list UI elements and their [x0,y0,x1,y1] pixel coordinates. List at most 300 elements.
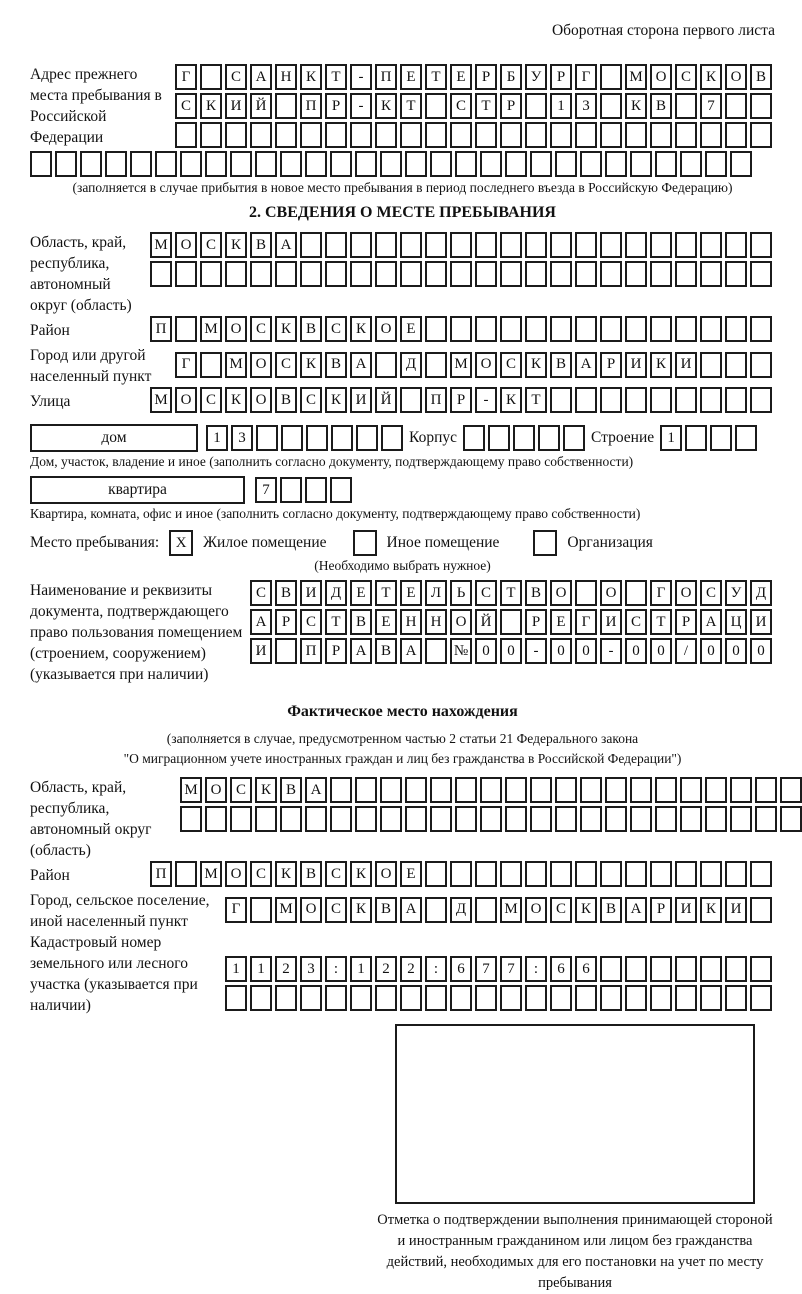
char-cell[interactable] [550,261,572,287]
char-cell[interactable]: О [650,64,672,90]
char-cell[interactable] [455,777,477,803]
char-cell[interactable] [225,985,247,1011]
char-cell[interactable] [425,861,447,887]
char-cell[interactable] [780,806,802,832]
char-cell[interactable]: И [600,609,622,635]
char-cell[interactable] [350,122,372,148]
char-cell[interactable]: Е [400,861,422,887]
char-cell[interactable] [355,777,377,803]
char-cell[interactable] [375,352,397,378]
char-cell[interactable] [605,777,627,803]
char-cell[interactable]: Р [450,387,472,413]
char-cell[interactable] [480,777,502,803]
char-cell[interactable]: И [725,897,747,923]
char-cell[interactable]: - [475,387,497,413]
char-cell[interactable] [200,261,222,287]
char-cell[interactable]: О [175,232,197,258]
char-cell[interactable]: И [250,638,272,664]
char-cell[interactable]: Д [450,897,472,923]
char-cell[interactable]: 1 [250,956,272,982]
char-cell[interactable]: Т [325,64,347,90]
char-cell[interactable] [700,956,722,982]
char-cell[interactable] [700,387,722,413]
char-cell[interactable] [575,861,597,887]
char-cell[interactable]: К [300,352,322,378]
char-cell[interactable] [650,861,672,887]
char-cell[interactable]: 0 [500,638,522,664]
char-cell[interactable] [525,232,547,258]
char-cell[interactable] [331,425,353,451]
char-cell[interactable] [555,151,577,177]
char-cell[interactable] [505,151,527,177]
char-cell[interactable] [425,261,447,287]
char-cell[interactable] [530,777,552,803]
char-cell[interactable] [625,232,647,258]
char-cell[interactable] [725,316,747,342]
char-cell[interactable] [230,806,252,832]
char-cell[interactable] [680,151,702,177]
char-cell[interactable] [750,232,772,258]
char-cell[interactable]: 3 [575,93,597,119]
char-cell[interactable]: А [250,609,272,635]
char-cell[interactable] [500,122,522,148]
char-cell[interactable] [350,261,372,287]
char-cell[interactable] [580,806,602,832]
char-cell[interactable]: В [600,897,622,923]
char-cell[interactable]: - [525,638,547,664]
char-cell[interactable]: С [500,352,522,378]
char-cell[interactable]: А [625,897,647,923]
char-cell[interactable] [675,861,697,887]
char-cell[interactable]: О [450,609,472,635]
char-cell[interactable] [600,232,622,258]
char-cell[interactable] [281,425,303,451]
char-cell[interactable]: К [225,387,247,413]
char-cell[interactable] [625,316,647,342]
char-cell[interactable]: Г [650,580,672,606]
char-cell[interactable]: С [325,861,347,887]
char-cell[interactable]: М [200,861,222,887]
char-cell[interactable] [375,985,397,1011]
char-cell[interactable] [600,64,622,90]
char-cell[interactable]: Й [250,93,272,119]
char-cell[interactable] [450,232,472,258]
char-cell[interactable] [725,93,747,119]
char-cell[interactable]: С [230,777,252,803]
char-cell[interactable]: К [200,93,222,119]
char-cell[interactable]: Н [425,609,447,635]
char-cell[interactable]: 0 [475,638,497,664]
char-cell[interactable] [650,387,672,413]
char-cell[interactable]: Е [450,64,472,90]
char-cell[interactable] [130,151,152,177]
char-cell[interactable]: Т [425,64,447,90]
char-cell[interactable]: 7 [500,956,522,982]
char-cell[interactable] [450,261,472,287]
char-cell[interactable]: В [275,580,297,606]
char-cell[interactable] [525,261,547,287]
char-cell[interactable] [710,425,732,451]
char-cell[interactable]: С [700,580,722,606]
char-cell[interactable]: Р [525,609,547,635]
char-cell[interactable]: К [375,93,397,119]
char-cell[interactable] [575,387,597,413]
char-cell[interactable]: Г [575,609,597,635]
char-cell[interactable] [155,151,177,177]
char-cell[interactable] [175,261,197,287]
char-cell[interactable]: В [375,638,397,664]
char-cell[interactable]: - [350,64,372,90]
char-cell[interactable]: В [525,580,547,606]
char-cell[interactable] [600,261,622,287]
char-cell[interactable]: В [280,777,302,803]
char-cell[interactable] [381,425,403,451]
char-cell[interactable]: К [225,232,247,258]
char-cell[interactable] [305,151,327,177]
char-cell[interactable] [555,806,577,832]
char-cell[interactable] [555,777,577,803]
char-cell[interactable] [150,261,172,287]
char-cell[interactable] [400,232,422,258]
char-cell[interactable] [725,956,747,982]
char-cell[interactable] [425,122,447,148]
char-cell[interactable]: В [300,316,322,342]
char-cell[interactable] [600,316,622,342]
char-cell[interactable] [330,777,352,803]
char-cell[interactable]: А [350,638,372,664]
char-cell[interactable]: С [325,316,347,342]
char-cell[interactable]: Р [325,93,347,119]
char-cell[interactable]: К [700,897,722,923]
char-cell[interactable] [675,956,697,982]
char-cell[interactable] [200,64,222,90]
char-cell[interactable] [250,261,272,287]
char-cell[interactable]: К [275,316,297,342]
char-cell[interactable] [600,387,622,413]
char-cell[interactable]: - [600,638,622,664]
char-cell[interactable] [563,425,585,451]
char-cell[interactable] [500,232,522,258]
char-cell[interactable] [605,151,627,177]
char-cell[interactable]: К [350,316,372,342]
char-cell[interactable]: В [325,352,347,378]
char-cell[interactable] [475,861,497,887]
stay-type-checkbox-residential[interactable]: X [169,530,193,556]
char-cell[interactable]: О [600,580,622,606]
char-cell[interactable]: № [450,638,472,664]
char-cell[interactable] [730,777,752,803]
char-cell[interactable]: 0 [650,638,672,664]
char-cell[interactable] [705,151,727,177]
char-cell[interactable]: Н [400,609,422,635]
char-cell[interactable]: И [225,93,247,119]
char-cell[interactable]: П [300,638,322,664]
char-cell[interactable] [725,261,747,287]
char-cell[interactable]: С [275,352,297,378]
char-cell[interactable] [475,232,497,258]
char-cell[interactable]: С [325,897,347,923]
char-cell[interactable] [600,956,622,982]
char-cell[interactable] [180,806,202,832]
char-cell[interactable]: Д [750,580,772,606]
char-cell[interactable] [650,316,672,342]
char-cell[interactable] [275,122,297,148]
char-cell[interactable] [400,985,422,1011]
char-cell[interactable] [600,985,622,1011]
char-cell[interactable] [400,122,422,148]
char-cell[interactable]: Й [375,387,397,413]
char-cell[interactable] [675,316,697,342]
char-cell[interactable]: 0 [700,638,722,664]
char-cell[interactable]: М [200,316,222,342]
char-cell[interactable]: 6 [550,956,572,982]
char-cell[interactable] [250,122,272,148]
char-cell[interactable] [650,261,672,287]
char-cell[interactable]: А [575,352,597,378]
char-cell[interactable] [350,985,372,1011]
char-cell[interactable] [325,232,347,258]
char-cell[interactable] [375,122,397,148]
char-cell[interactable]: С [250,580,272,606]
char-cell[interactable]: С [175,93,197,119]
char-cell[interactable]: / [675,638,697,664]
char-cell[interactable] [306,425,328,451]
char-cell[interactable] [750,93,772,119]
char-cell[interactable]: : [325,956,347,982]
char-cell[interactable] [605,806,627,832]
char-cell[interactable] [355,806,377,832]
char-cell[interactable] [488,425,510,451]
char-cell[interactable] [730,151,752,177]
char-cell[interactable] [380,777,402,803]
char-cell[interactable]: П [150,316,172,342]
char-cell[interactable]: 3 [300,956,322,982]
char-cell[interactable] [705,777,727,803]
char-cell[interactable] [475,897,497,923]
char-cell[interactable]: С [550,897,572,923]
char-cell[interactable] [405,806,427,832]
char-cell[interactable] [180,151,202,177]
char-cell[interactable]: Л [425,580,447,606]
char-cell[interactable]: Т [525,387,547,413]
char-cell[interactable]: О [725,64,747,90]
char-cell[interactable] [725,122,747,148]
char-cell[interactable] [200,352,222,378]
char-cell[interactable]: Р [650,897,672,923]
char-cell[interactable] [655,777,677,803]
char-cell[interactable] [675,387,697,413]
char-cell[interactable]: В [275,387,297,413]
char-cell[interactable] [680,777,702,803]
char-cell[interactable]: 0 [750,638,772,664]
char-cell[interactable] [675,122,697,148]
char-cell[interactable] [105,151,127,177]
char-cell[interactable] [725,985,747,1011]
char-cell[interactable]: П [150,861,172,887]
char-cell[interactable]: К [500,387,522,413]
char-cell[interactable]: А [305,777,327,803]
char-cell[interactable]: К [350,861,372,887]
char-cell[interactable] [650,122,672,148]
char-cell[interactable]: С [300,387,322,413]
char-cell[interactable]: 3 [231,425,253,451]
char-cell[interactable]: 0 [575,638,597,664]
char-cell[interactable]: : [525,956,547,982]
char-cell[interactable]: О [375,316,397,342]
char-cell[interactable] [375,232,397,258]
char-cell[interactable]: О [250,387,272,413]
char-cell[interactable] [580,777,602,803]
char-cell[interactable]: М [500,897,522,923]
char-cell[interactable] [480,151,502,177]
char-cell[interactable] [750,352,772,378]
char-cell[interactable]: М [180,777,202,803]
char-cell[interactable]: Е [550,609,572,635]
char-cell[interactable] [725,352,747,378]
char-cell[interactable] [525,93,547,119]
char-cell[interactable] [80,151,102,177]
char-cell[interactable] [725,861,747,887]
char-cell[interactable]: К [525,352,547,378]
char-cell[interactable]: Т [475,93,497,119]
char-cell[interactable] [580,151,602,177]
char-cell[interactable]: К [300,64,322,90]
char-cell[interactable] [275,93,297,119]
char-cell[interactable] [300,232,322,258]
char-cell[interactable]: И [625,352,647,378]
char-cell[interactable] [675,261,697,287]
char-cell[interactable] [630,777,652,803]
char-cell[interactable]: Т [500,580,522,606]
char-cell[interactable]: М [150,387,172,413]
char-cell[interactable] [755,806,777,832]
char-cell[interactable]: К [255,777,277,803]
char-cell[interactable]: Б [500,64,522,90]
char-cell[interactable] [250,897,272,923]
char-cell[interactable] [750,985,772,1011]
char-cell[interactable] [280,151,302,177]
char-cell[interactable] [55,151,77,177]
char-cell[interactable] [625,861,647,887]
char-cell[interactable] [480,806,502,832]
char-cell[interactable]: Й [475,609,497,635]
char-cell[interactable] [275,985,297,1011]
char-cell[interactable] [630,151,652,177]
char-cell[interactable] [780,777,802,803]
char-cell[interactable] [750,956,772,982]
char-cell[interactable]: Д [325,580,347,606]
char-cell[interactable] [450,861,472,887]
char-cell[interactable]: О [525,897,547,923]
char-cell[interactable] [330,151,352,177]
stay-type-checkbox-other[interactable] [353,530,377,556]
char-cell[interactable] [175,316,197,342]
char-cell[interactable]: О [375,861,397,887]
char-cell[interactable]: 2 [400,956,422,982]
char-cell[interactable] [700,985,722,1011]
char-cell[interactable] [525,316,547,342]
char-cell[interactable]: К [650,352,672,378]
char-cell[interactable]: 7 [255,477,277,503]
char-cell[interactable]: М [225,352,247,378]
char-cell[interactable] [463,425,485,451]
char-cell[interactable]: П [375,64,397,90]
char-cell[interactable]: 2 [375,956,397,982]
char-cell[interactable] [475,316,497,342]
char-cell[interactable] [500,609,522,635]
char-cell[interactable] [450,122,472,148]
char-cell[interactable] [700,261,722,287]
char-cell[interactable]: В [375,897,397,923]
char-cell[interactable] [650,232,672,258]
char-cell[interactable]: А [400,897,422,923]
char-cell[interactable] [425,638,447,664]
char-cell[interactable]: О [475,352,497,378]
char-cell[interactable]: Г [175,352,197,378]
char-cell[interactable]: Т [375,580,397,606]
char-cell[interactable]: Р [325,638,347,664]
char-cell[interactable]: В [250,232,272,258]
char-cell[interactable] [375,261,397,287]
char-cell[interactable]: А [400,638,422,664]
char-cell[interactable] [700,861,722,887]
char-cell[interactable]: Т [325,609,347,635]
char-cell[interactable] [700,352,722,378]
char-cell[interactable]: Е [400,316,422,342]
char-cell[interactable] [230,151,252,177]
char-cell[interactable] [356,425,378,451]
char-cell[interactable] [575,316,597,342]
char-cell[interactable] [330,477,352,503]
char-cell[interactable] [475,122,497,148]
char-cell[interactable] [380,806,402,832]
char-cell[interactable]: С [225,64,247,90]
char-cell[interactable] [700,316,722,342]
char-cell[interactable] [575,985,597,1011]
char-cell[interactable] [650,985,672,1011]
char-cell[interactable]: Т [650,609,672,635]
char-cell[interactable]: М [150,232,172,258]
char-cell[interactable]: Т [400,93,422,119]
char-cell[interactable] [630,806,652,832]
char-cell[interactable]: К [700,64,722,90]
char-cell[interactable]: А [350,352,372,378]
char-cell[interactable] [513,425,535,451]
char-cell[interactable] [675,232,697,258]
char-cell[interactable] [175,122,197,148]
char-cell[interactable] [305,477,327,503]
char-cell[interactable]: С [475,580,497,606]
char-cell[interactable] [305,806,327,832]
char-cell[interactable]: К [325,387,347,413]
char-cell[interactable] [330,806,352,832]
char-cell[interactable] [225,261,247,287]
char-cell[interactable]: 0 [725,638,747,664]
char-cell[interactable]: А [700,609,722,635]
char-cell[interactable] [475,985,497,1011]
char-cell[interactable] [525,122,547,148]
char-cell[interactable]: И [750,609,772,635]
char-cell[interactable] [425,93,447,119]
char-cell[interactable] [575,580,597,606]
char-cell[interactable] [705,806,727,832]
char-cell[interactable] [425,352,447,378]
char-cell[interactable]: 1 [350,956,372,982]
char-cell[interactable] [625,261,647,287]
char-cell[interactable]: С [250,861,272,887]
char-cell[interactable] [205,151,227,177]
char-cell[interactable]: О [225,861,247,887]
